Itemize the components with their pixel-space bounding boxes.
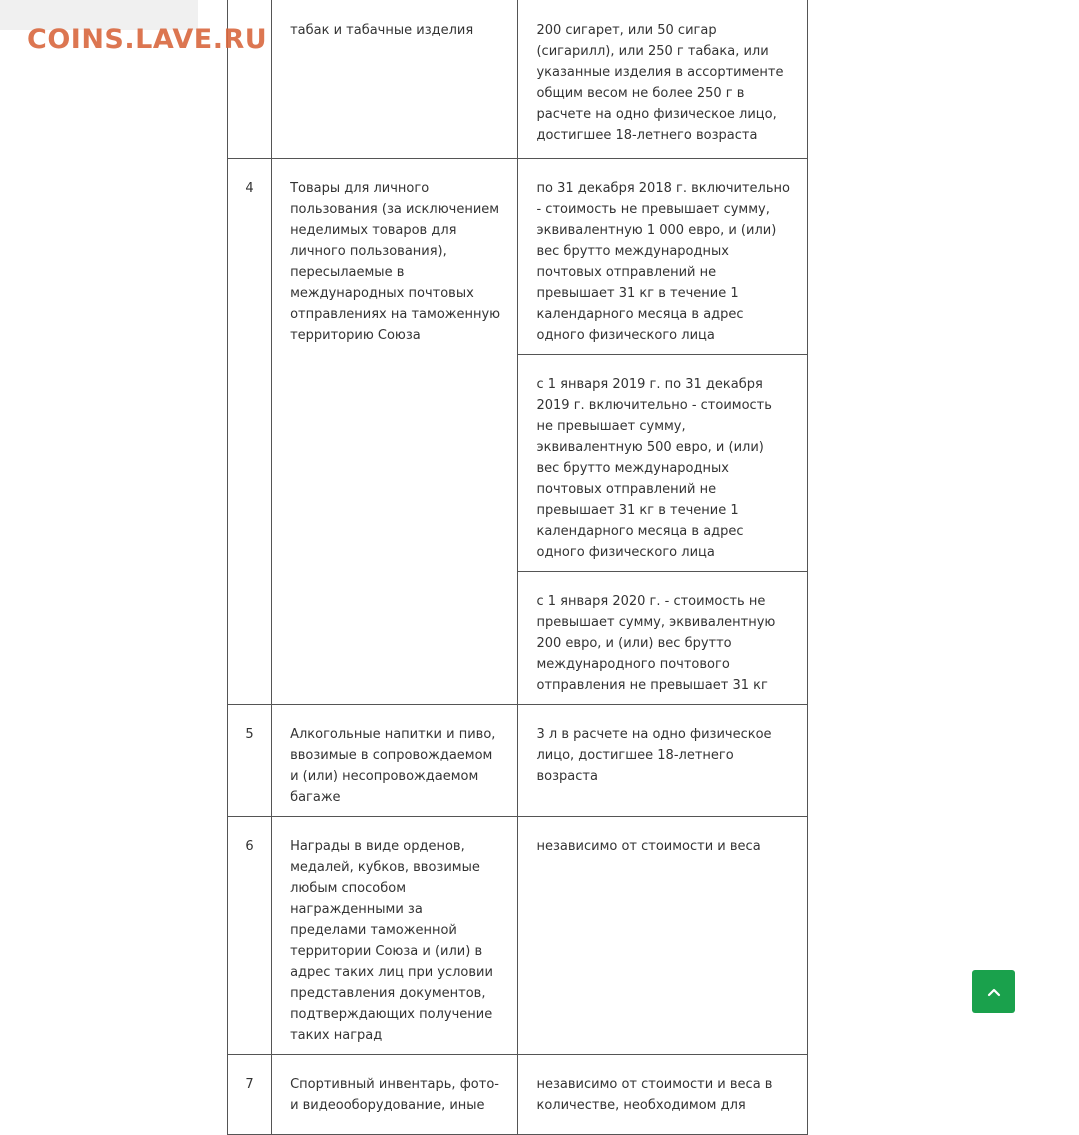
goods-description-cell: Алкогольные напитки и пиво, ввозимые в сопровождаемом и (или) несопровождаемом багаже — [272, 705, 518, 817]
scroll-to-top-button[interactable] — [972, 970, 1015, 1013]
row-number-cell: 6 — [228, 817, 272, 1055]
row-number-cell: 5 — [228, 705, 272, 817]
table-row — [228, 817, 808, 1055]
row-number-cell: 7 — [228, 1055, 272, 1135]
watermark-logo: COINS.LAVE.RU — [27, 24, 268, 55]
norm-cell: с 1 января 2020 г. - стоимость не превышает сумму, эквивалентную 200 евро, и (или) вес брутто международного почтового отправления не превышает 31 кг — [518, 572, 808, 705]
norm-cell: независимо от стоимости и веса в количестве, необходимом для — [518, 1055, 808, 1135]
table-row — [228, 705, 808, 817]
norm-cell: 200 сигарет, или 50 сигар (сигарилл), или 250 г табака, или указанные изделия в ассортименте общим весом не более 250 г в расчете на одно физическое лицо, достигшее 18-летнего возраста — [518, 0, 808, 159]
table-row — [228, 0, 808, 159]
norm-cell: по 31 декабря 2018 г. включительно - стоимость не превышает сумму, эквивалентную 1 000 евро, и (или) вес брутто международных почтовых отправлений не превышает 31 кг в течение 1 календарного месяца в адрес одного физического лица — [518, 159, 808, 355]
table-row — [228, 159, 808, 355]
row-number-cell: 4 — [228, 159, 272, 705]
norm-cell: 3 л в расчете на одно физическое лицо, достигшее 18-летнего возраста — [518, 705, 808, 817]
goods-description-cell: Товары для личного пользования (за исключением неделимых товаров для личного пользования), пересылаемые в международных почтовых отправлениях на таможенную территорию Союза — [272, 159, 518, 705]
chevron-up-icon — [987, 987, 1001, 997]
goods-description-cell: Награды в виде орденов, медалей, кубков, ввозимые любым способом награжденными за пределами таможенной территории Союза и (или) в адрес таких лиц при условии представления документов, подтверждающих получение таких наград — [272, 817, 518, 1055]
norm-cell: с 1 января 2019 г. по 31 декабря 2019 г. включительно - стоимость не превышает сумму, эквивалентную 500 евро, и (или) вес брутто международных почтовых отправлений не превышает 31 кг в течение 1 календарного месяца в адрес одного физического лица — [518, 355, 808, 572]
customs-norms-table — [227, 0, 808, 1135]
table-row — [228, 1055, 808, 1135]
goods-description-cell: Спортивный инвентарь, фото- и видеооборудование, иные — [272, 1055, 518, 1135]
norm-cell: независимо от стоимости и веса — [518, 817, 808, 1055]
goods-description-cell: табак и табачные изделия — [272, 0, 518, 159]
